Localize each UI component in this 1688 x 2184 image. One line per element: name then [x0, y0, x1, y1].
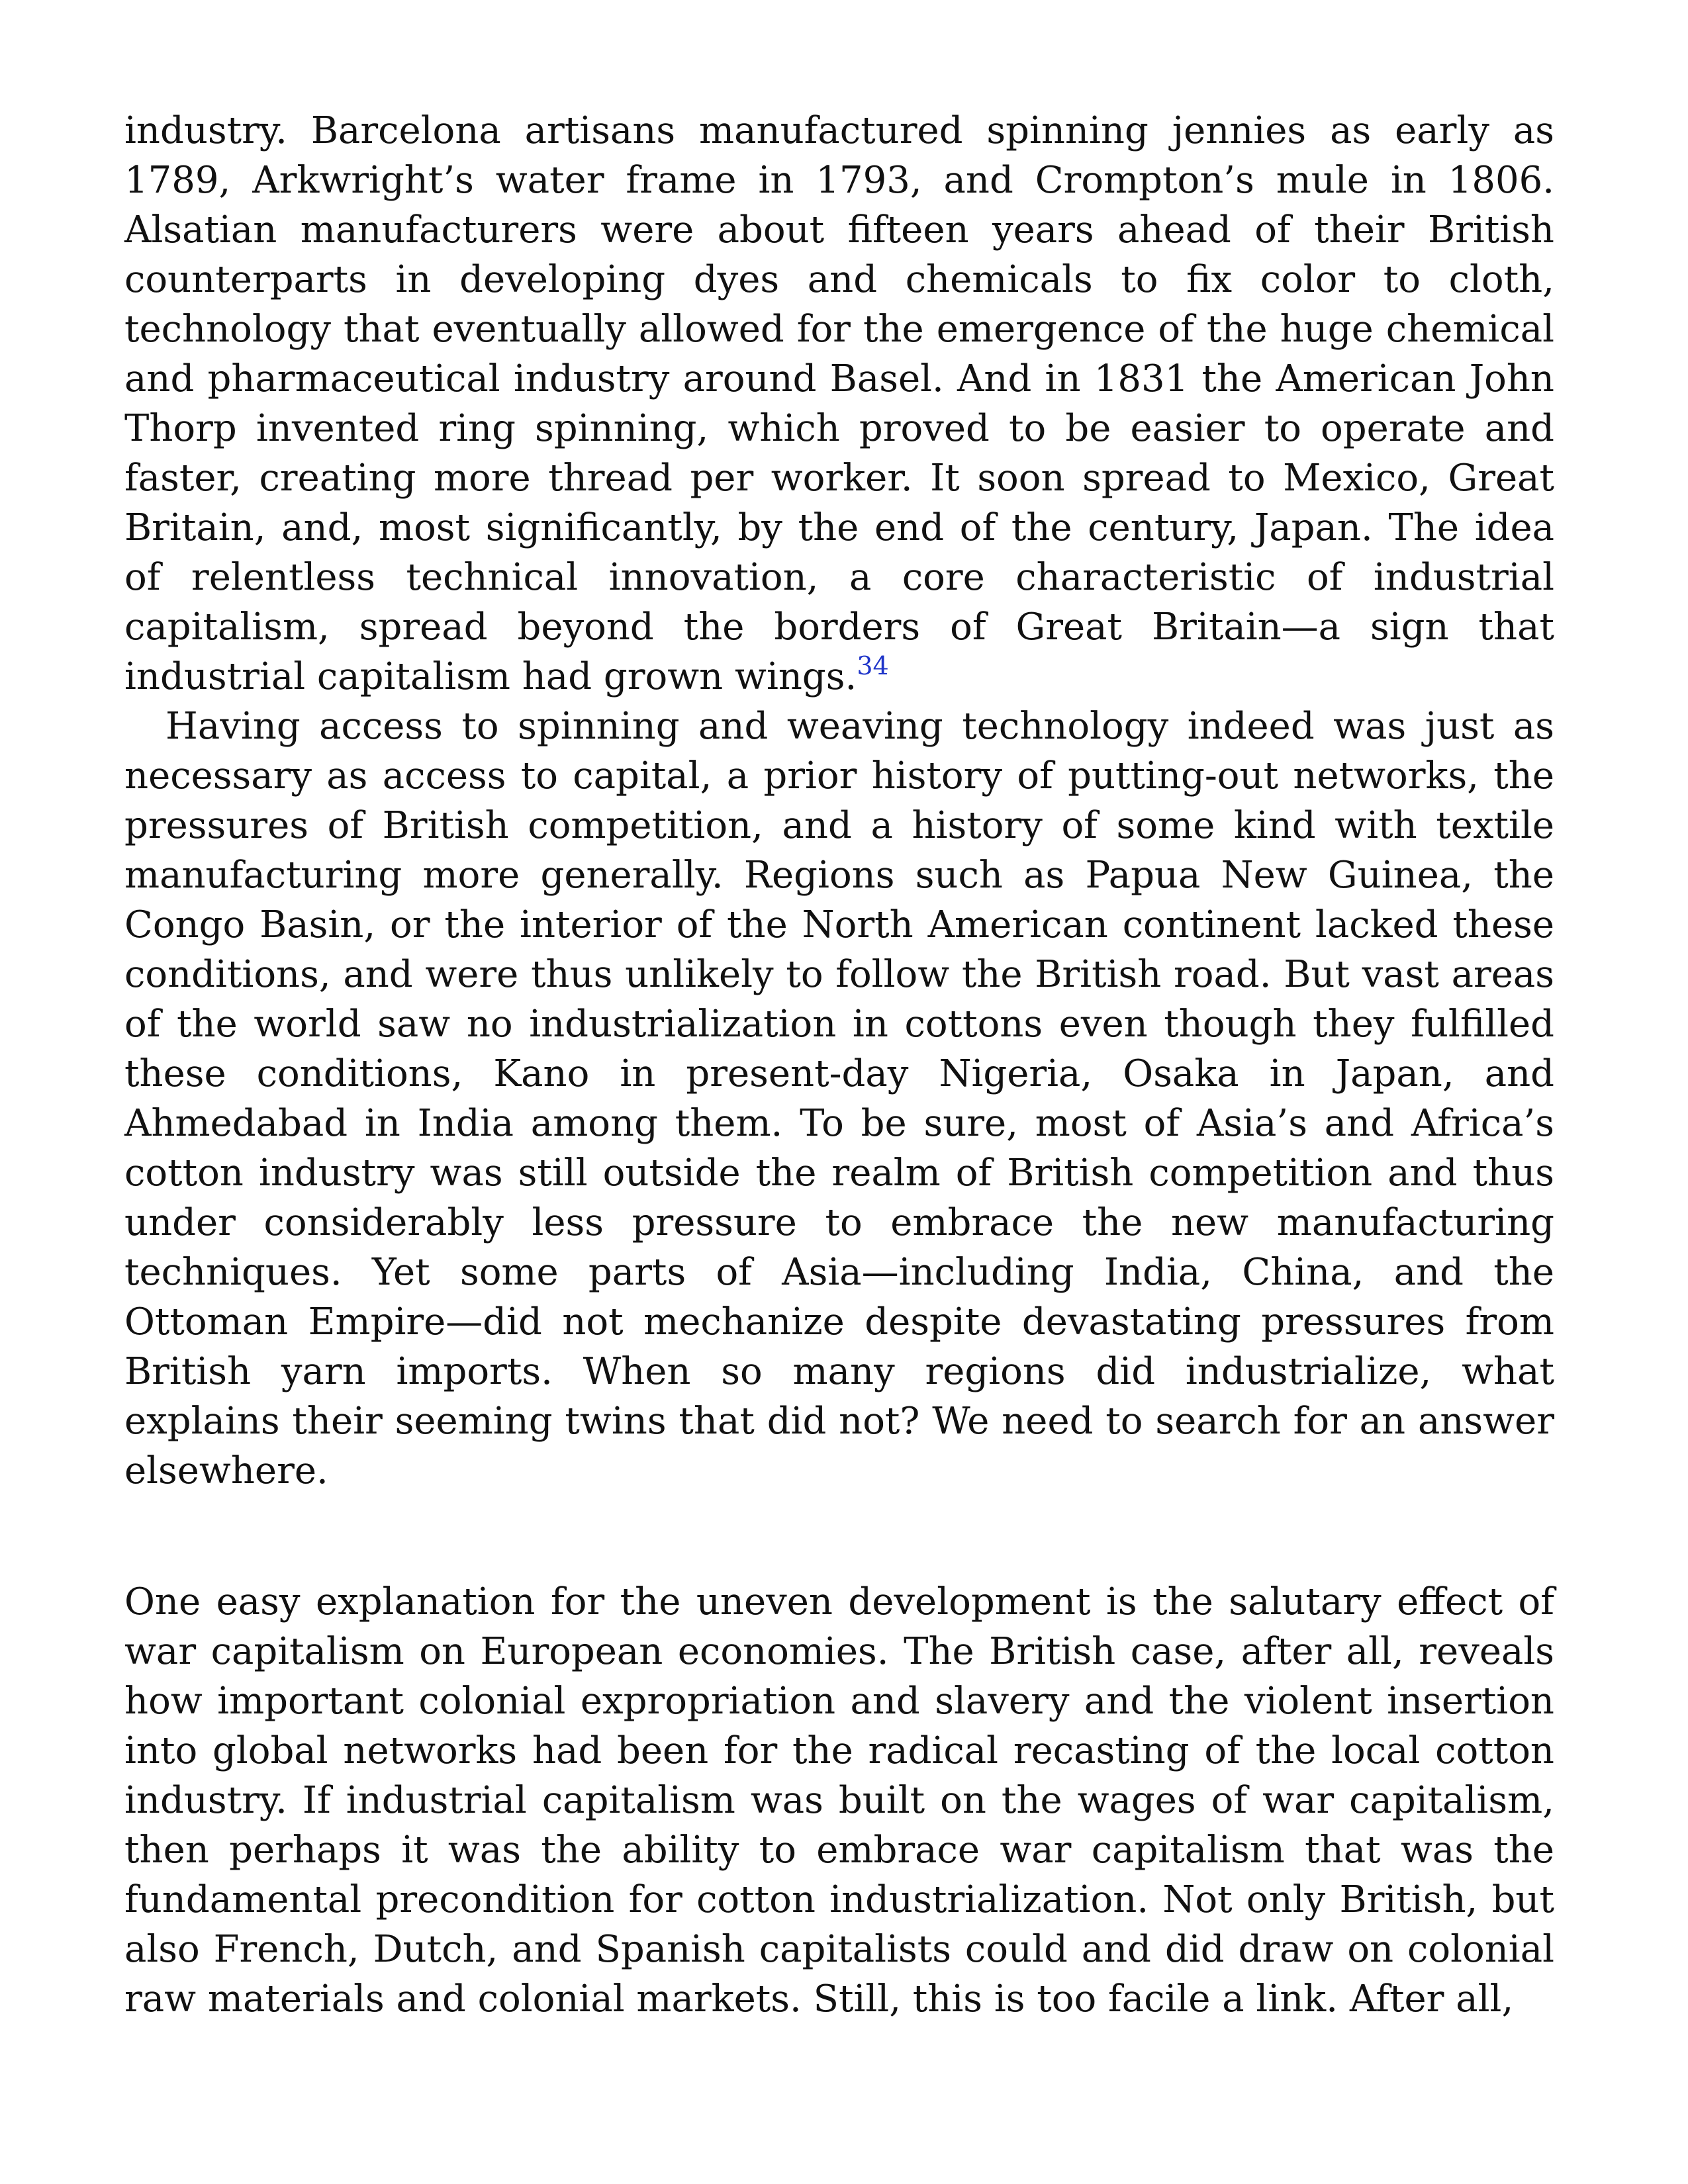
footnote-link-34[interactable]: 34: [857, 651, 889, 680]
paragraph-1-text: industry. Barcelona artisans manufactured spinning jennies as early as 1789, Arkwright’s water frame in 1793, and Crompton’s mule in 1806. Alsatian manufacturers were about fifteen years ahead of their British counterparts in developing dyes and chemicals to fix color to cloth, technology that eventually allowed for the emergence of the huge chemical and pharmaceutical industry around Basel. And in 1831 the American John Thorp invented ring spinning, which proved to be easier to operate and faster, creating more thread per worker. It soon spread to Mexico, Great Britain, and, most significantly, by the end of the century, Japan. The idea of relentless technical innovation, a core characteristic of industrial capitalism, spread beyond the borders of Great Britain—a sign that industrial capitalism had grown wings.: [124, 109, 1554, 698]
paragraph-2: Having access to spinning and weaving technology indeed was just as necessary as access to capital, a prior history of putting-out networks, the pressures of British competition, and a history of some kind with textile manufacturing more generally. Regions such as Papua New Guinea, the Congo Basin, or the interior of the North American continent lacked these conditions, and were thus unlikely to follow the British road. But vast areas of the world saw no industrialization in cottons even though they fulfilled these conditions, Kano in present-day Nigeria, Osaka in Japan, and Ahmedabad in India among them. To be sure, most of Asia’s and Africa’s cotton industry was still outside the realm of British competition and thus under considerably less pressure to embrace the new manufacturing techniques. Yet some parts of Asia—including India, China, and the Ottoman Empire—did not mechanize despite devastating pressures from British yarn imports. When so many regions did industrialize, what explains their seeming twins that did not? We need to search for an answer elsewhere.: [124, 705, 1554, 1492]
page-body: [124, 106, 1554, 2024]
paragraph-1: [124, 106, 1554, 702]
paragraph-3: One easy explanation for the uneven development is the salutary effect of war capitalism on European economies. The British case, after all, reveals how important colonial expropriation and slavery and the violent insertion into global networks had been for the radical recasting of the local cotton industry. If industrial capitalism was built on the wages of war capitalism, then perhaps it was the ability to embrace war capitalism that was the fundamental precondition for cotton industrialization. Not only British, but also French, Dutch, and Spanish capitalists could and did draw on colonial raw materials and colonial markets. Still, this is too facile a link. After all,: [124, 1580, 1554, 2021]
section-break: [124, 1496, 1554, 1577]
